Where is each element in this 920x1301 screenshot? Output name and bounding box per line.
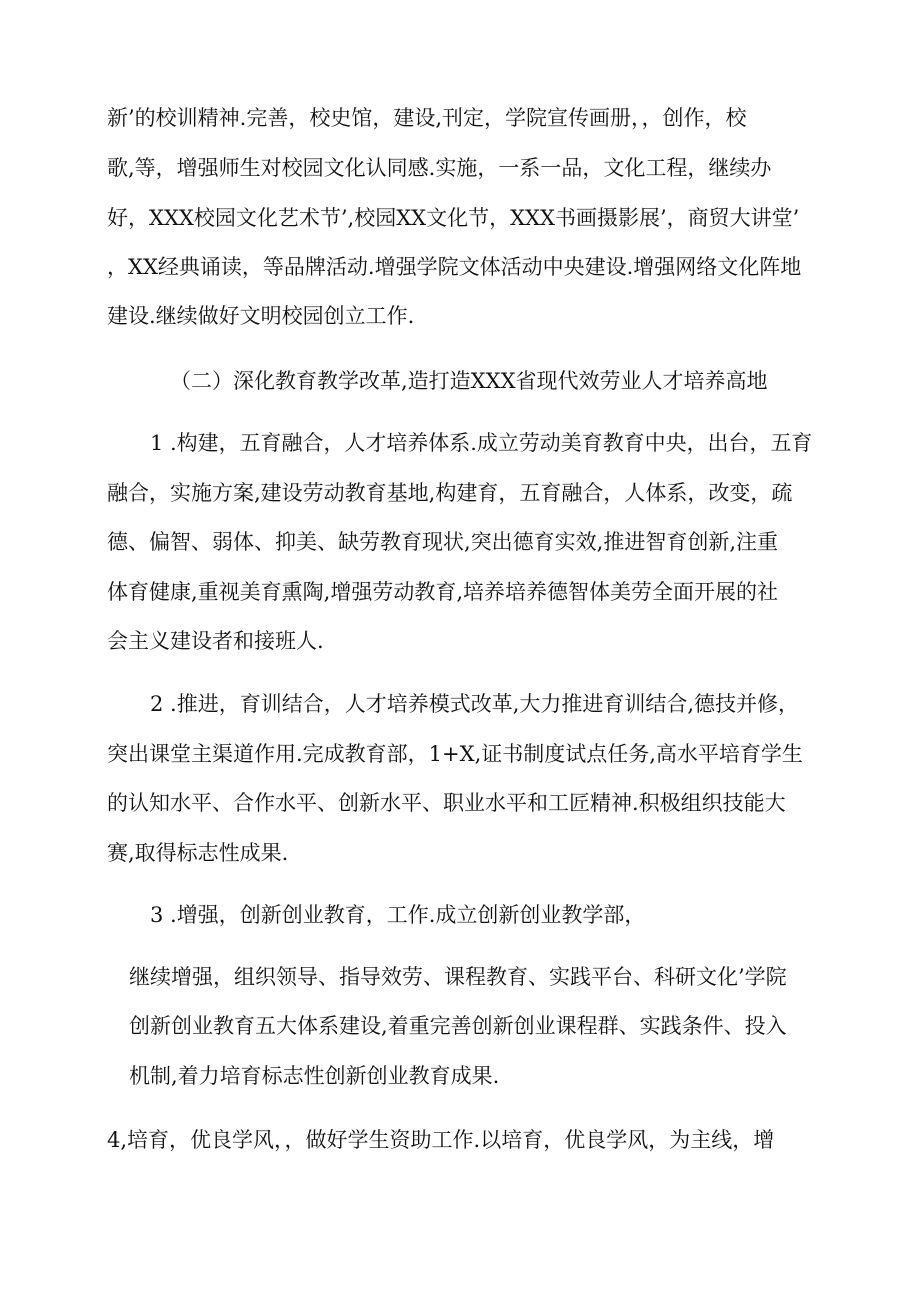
text-line: 德、偏智、弱体、抑美、缺劳教育现状,突出德育实效,推进智育创新,注重 <box>107 530 779 554</box>
text-line: 融合，实施方案,建设劳动教育基地,构建育，五育融合，人体系，改变，疏 <box>107 481 793 505</box>
text-line: 歌,等，增强师生对校园文化认同感.实施，一系一品，文化工程，继续办 <box>107 156 772 180</box>
text-line: 的认知水平、合作水平、创新水平、职业水平和工匠精神.积极组织技能大 <box>107 791 786 815</box>
section-heading: （二）深化教育教学改革,造打造XXX省现代效劳业人才培养高地 <box>170 369 768 393</box>
text-line: 建设.继续做好文明校园创立工作. <box>107 304 415 328</box>
text-line: 好，XXX校园文化艺术节’,校园XX文化节，XXX书画摄影展’，商贸大讲堂’ <box>107 206 800 230</box>
text-line: 突出课堂主渠道作用.完成教育部，1+X,证书制度试点任务,高水平培育学生 <box>107 742 803 766</box>
text-line: 2 .推进，育训结合，人才培养模式改革,大力推进育训结合,德技并修， <box>150 692 800 716</box>
text-line: 1 .构建，五育融合，人才培养体系.成立劳动美育教育中央，出台，五育 <box>150 431 813 455</box>
text-line: 赛,取得标志性成果. <box>107 841 289 865</box>
text-line: 会主义建设者和接班人. <box>107 629 324 653</box>
text-line: 新’的校训精神.完善，校史馆，建设,刊定，学院宣传画册，，创作，校 <box>107 106 747 130</box>
text-line: 继续增强，组织领导、指导效劳、课程教育、实践平台、科研文化’学院 <box>129 965 787 989</box>
text-line: ，XX经典诵读，等品牌活动.增强学院文体活动中央建设.增强网络文化阵地 <box>107 255 802 279</box>
text-line: 机制,着力培育标志性创新创业教育成果. <box>129 1064 500 1088</box>
text-line: 创新创业教育五大体系建设,着重完善创新创业课程群、实践条件、投入 <box>129 1014 787 1038</box>
text-line: 4,培育，优良学风，，做好学生资助工作.以培育，优良学风，为主线，增 <box>107 1128 775 1152</box>
text-line: 体育健康,重视美育熏陶,增强劳动教育,培养培养德智体美劳全面开展的社 <box>107 580 779 604</box>
text-line: 3 .增强，创新创业教育，工作.成立创新创业教学部， <box>150 903 646 927</box>
